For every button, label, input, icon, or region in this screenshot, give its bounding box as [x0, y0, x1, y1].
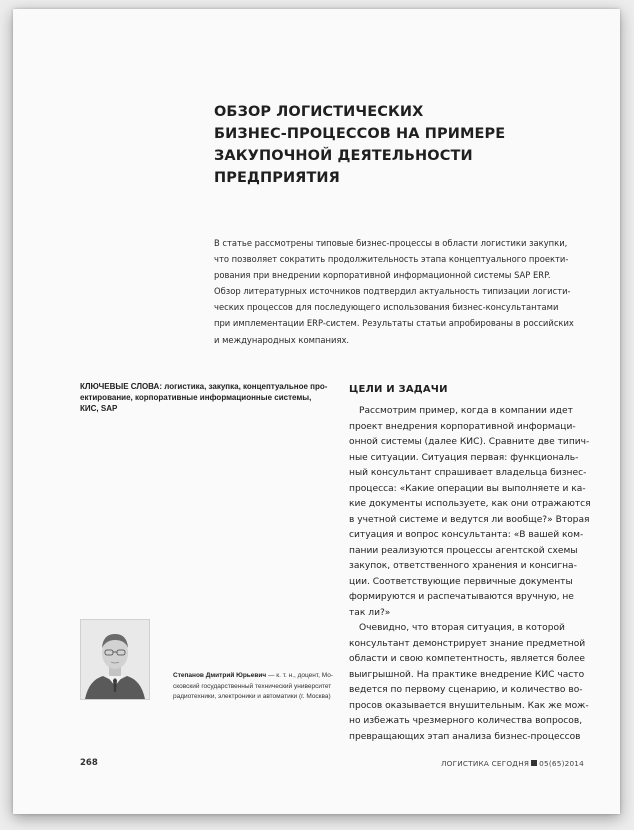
author-portrait	[81, 620, 149, 699]
square-separator-icon	[531, 760, 537, 766]
keywords-line: КЛЮЧЕВЫЕ СЛОВА: логистика, закупка, концептуальное про-	[80, 382, 328, 391]
body-line: так ли?»	[349, 607, 391, 618]
section-heading: ЦЕЛИ И ЗАДАЧИ	[349, 384, 448, 395]
body-line: ные ситуации. Ситуация первая: функциональ-	[349, 452, 579, 463]
body-line: кие документы используете, как они отражаются	[349, 499, 591, 509]
title-line: ПРЕДПРИЯТИЯ	[214, 170, 340, 186]
journal-issue: 05(65)2014	[539, 759, 584, 768]
keywords-block	[80, 381, 328, 414]
author-line	[173, 671, 353, 682]
body-line: ведется по первому сценарию, и количество во-	[349, 685, 583, 695]
abstract-line: что позволяет сократить продолжительность этапа концептуального проекти-	[214, 254, 569, 265]
abstract-line: при имплементации ERP-систем. Результаты статьи апробированы в российских	[214, 318, 574, 329]
body-line: в учетной системе и ведутся ли вообще?» Вторая	[349, 514, 590, 525]
body-line: закупок, ответственного хранения и консигна-	[349, 561, 577, 571]
body-line: ситуация и вопрос консультанта: «В вашей ком-	[349, 530, 584, 540]
title-line: ОБЗОР ЛОГИСТИЧЕСКИХ	[214, 104, 424, 120]
article-body	[349, 404, 589, 745]
title-line: БИЗНЕС-ПРОЦЕССОВ НА ПРИМЕРЕ	[214, 126, 506, 142]
author-line: радиотехники, электроники и автоматики (г. Москва)	[173, 693, 331, 700]
journal-page	[13, 9, 620, 814]
page-number: 268	[80, 758, 98, 768]
body-line: области и свою компетентность, является более	[349, 654, 586, 664]
body-line: выигрышной. На практике внедрение КИС часто	[349, 669, 585, 680]
abstract-line: и международных компаниях.	[214, 334, 350, 345]
keywords-line: ектирование, корпоративные информационные системы,	[80, 393, 312, 402]
body-line: ции. Соответствующие первичные документы	[349, 576, 573, 587]
body-line: формируются и распечатываются вручную, не	[349, 592, 574, 602]
title-line: ЗАКУПОЧНОЙ ДЕЯТЕЛЬНОСТИ	[214, 148, 473, 164]
body-line: но избежать чрезмерного количества вопросов,	[349, 716, 583, 726]
author-credentials: — к. т. н., доцент, Мо-	[266, 672, 334, 679]
body-line: проект внедрения корпоративной информаци-	[349, 421, 576, 432]
body-line: Рассмотрим пример, когда в компании идет	[359, 406, 573, 416]
body-line: Очевидно, что вторая ситуация, в которой	[359, 623, 565, 633]
body-line: превращающих этап анализа бизнес-процессов	[349, 731, 581, 742]
author-line: сковский государственный технический университет	[173, 682, 332, 690]
journal-footer	[441, 759, 584, 768]
abstract-line: ческих процессов для последующего использования бизнес-консультантами	[214, 302, 559, 313]
body-line: консультант демонстрирует знание предметной	[349, 638, 586, 649]
author-photo	[80, 619, 150, 700]
body-line: пании реализуются процессы агентской схемы	[349, 545, 578, 556]
author-info	[173, 671, 353, 703]
body-line: процесса: «Какие операции вы выполняете и ка-	[349, 483, 586, 494]
body-line: просов оказывается внушительным. Как же мож-	[349, 700, 589, 711]
body-line: онной системы (далее КИС). Сравните две типич-	[349, 437, 590, 447]
article-title	[214, 101, 544, 189]
body-line: ный консультант спрашивает владельца бизнес-	[349, 468, 587, 478]
abstract-line: В статье рассмотрены типовые бизнес-процессы в области логистики закупки,	[214, 238, 568, 248]
abstract-line: рования при внедрении корпоративной информационной системы SAP ERP.	[214, 270, 551, 281]
keywords-line: КИС, SAP	[80, 404, 118, 413]
journal-name: ЛОГИСТИКА СЕГОДНЯ	[440, 759, 530, 768]
article-abstract	[214, 235, 586, 348]
author-name: Степанов Дмитрий Юрьевич	[173, 672, 267, 679]
abstract-line: Обзор литературных источников подтвердил актуальность типизации логисти-	[214, 286, 571, 297]
